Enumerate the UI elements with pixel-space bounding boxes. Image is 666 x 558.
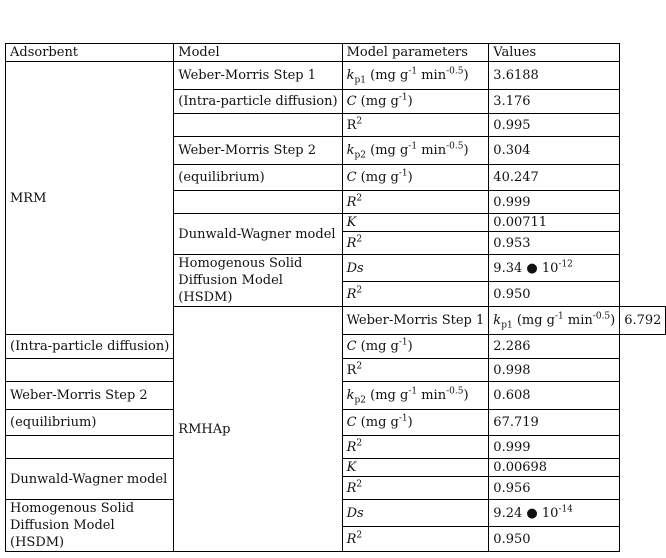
adsorbent-cell: RMHAp [174,307,342,552]
param-cell: $k_{p2}$ (mg $g^{-1}$ $\min^{-0.5}$) [342,382,489,410]
header-values: Values [489,44,620,62]
model-cell [6,436,174,459]
value-cell: 0.608 [489,382,620,410]
param-cell: $k_{p1}$ (mg $g^{-1}$ $\min^{-0.5}$) [342,62,489,90]
value-cell: 0.00698 [489,459,620,477]
model-cell: Dunwald-Wagner model [6,459,174,500]
param-cell: K [342,459,489,477]
param-cell: $R^2$ [342,114,489,137]
header-params: Model parameters [342,44,489,62]
param-cell: Ds [342,255,489,282]
value-cell: 40.247 [489,165,620,191]
value-cell: 0.950 [489,527,620,552]
model-cell: Homogenous Solid Diffusion Model (HSDM) [6,500,174,552]
model-cell: Weber-Morris Step 1 [342,307,489,335]
model-cell [6,359,174,382]
param-cell: $R^2$ [342,282,489,307]
param-cell: C (mg $g^{-1}$) [342,335,489,359]
value-cell: 0.953 [489,232,620,255]
model-cell [174,114,342,137]
value-cell: 0.956 [489,477,620,500]
value-cell: 0.995 [489,114,620,137]
param-cell: $R^2$ [342,191,489,214]
param-cell: $R^2$ [342,232,489,255]
param-cell: $R^2$ [342,436,489,459]
model-cell: Weber-Morris Step 2 [6,382,174,410]
value-cell: 0.999 [489,436,620,459]
model-cell: Weber-Morris Step 1 [174,62,342,90]
value-cell: 3.176 [489,90,620,114]
param-cell: C (mg $g^{-1}$) [342,90,489,114]
model-cell: (Intra-particle diffusion) [174,90,342,114]
value-cell: 9.34 ● $10^{-12}$ [489,255,620,282]
value-cell: 0.999 [489,191,620,214]
model-cell: Weber-Morris Step 2 [174,137,342,165]
model-cell: Homogenous Solid Diffusion Model (HSDM) [174,255,342,307]
param-cell: $R^2$ [342,527,489,552]
value-cell: 0.950 [489,282,620,307]
model-cell: (Intra-particle diffusion) [6,335,174,359]
param-cell: K [342,214,489,232]
model-cell: Dunwald-Wagner model [174,214,342,255]
value-cell: 67.719 [489,410,620,436]
param-cell: $k_{p2}$ (mg $g^{-1}$ $\min^{-0.5}$) [342,137,489,165]
model-cell: (equilibrium) [6,410,174,436]
param-cell: C (mg $g^{-1}$) [342,165,489,191]
header-adsorbent: Adsorbent [6,44,174,62]
param-cell: $k_{p1}$ (mg $g^{-1}$ $\min^{-0.5}$) [489,307,620,335]
model-cell [174,191,342,214]
value-cell: 2.286 [489,335,620,359]
param-cell: $R^2$ [342,359,489,382]
header-model: Model [174,44,342,62]
value-cell: 3.6188 [489,62,620,90]
value-cell: 6.792 [620,307,666,335]
header-row [6,44,666,62]
kinetics-table [5,43,666,552]
value-cell: 0.998 [489,359,620,382]
value-cell: 0.304 [489,137,620,165]
value-cell: 9.24 ● $10^{-14}$ [489,500,620,527]
table-row [6,62,666,90]
adsorbent-cell: MRM [6,62,174,335]
param-cell: Ds [342,500,489,527]
param-cell: C (mg $g^{-1}$) [342,410,489,436]
param-cell: $R^2$ [342,477,489,500]
value-cell: 0.00711 [489,214,620,232]
model-cell: (equilibrium) [174,165,342,191]
